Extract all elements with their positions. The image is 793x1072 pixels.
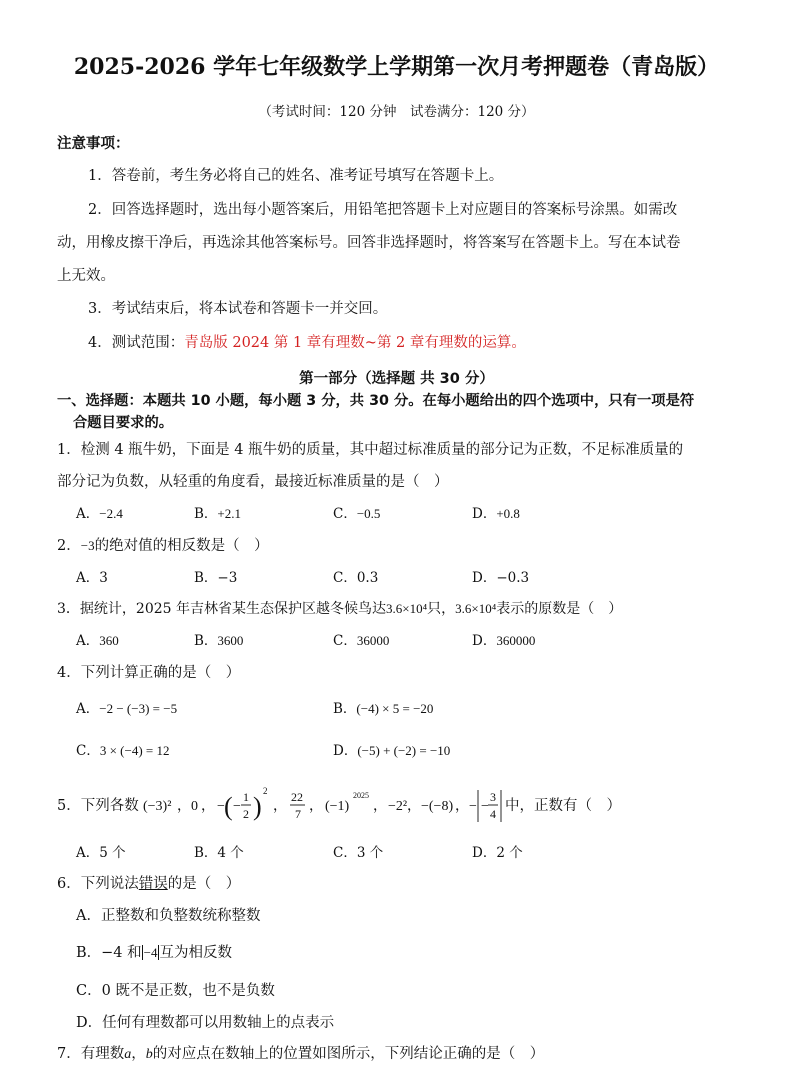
q5-option-d: D．2 个 (472, 845, 523, 861)
q4-option-c (76, 741, 170, 761)
q7-stem-prefix: 7．有理数 (57, 1046, 125, 1062)
q7-var-b: b (145, 1047, 153, 1062)
q1-option-d-value: +0.8 (496, 506, 520, 521)
q3-stem-suffix: 表示的原数是（ ） (496, 601, 623, 617)
q5-expr-8-denominator: 4 (490, 807, 496, 821)
section-1-instructions-line-1: 一、选择题：本题共 10 小题，每小题 3 分，共 30 分。在每小题给出的四个选项中，只有一项是符 (57, 393, 695, 409)
q3-number-2: 3.6×10⁴ (455, 601, 497, 616)
q7-sep: ， (131, 1046, 146, 1062)
q5-sep-1: ， (177, 799, 191, 814)
q5-expr-2: 0 (191, 799, 198, 814)
q7-stem (57, 1044, 544, 1065)
q3-option-a-value: 360 (99, 633, 119, 648)
q5-expr-3-minus: − (233, 799, 241, 814)
q5-sep-7: ， (455, 799, 469, 814)
q2-stem (57, 536, 269, 556)
q3-option-a (76, 631, 119, 651)
q1-option-c-value: −0.5 (356, 506, 381, 521)
q5-sep-4: ， (309, 799, 323, 814)
q4-option-a (76, 699, 177, 719)
notice-item-2-line-2: 动，用橡皮擦干净后，再选涂其他答案标号。回答非选择题时，将答案写在答题卡上。写在本试卷 (57, 235, 681, 251)
section-1-instructions-line-2: 合题目要求的。 (73, 415, 174, 431)
q2-option-b: B．−3 (194, 570, 238, 586)
q4-option-d (333, 741, 450, 761)
q5-expr-7: −(−8) (421, 799, 454, 814)
q1-stem-line-2: 部分记为负数，从轻重的角度看，最接近标准质量的是（ ） (57, 474, 449, 490)
q6-option-b-abs: −4 (143, 945, 158, 960)
q5-stem (55, 782, 695, 830)
q3-option-c (333, 631, 389, 651)
q4-option-c-label: C． (76, 743, 100, 759)
q5-sep-6: ， (407, 799, 421, 814)
notice-heading: 注意事项： (57, 136, 130, 152)
q5-option-b: B．4 个 (194, 845, 244, 861)
q5-expr-3-numerator: 1 (243, 790, 249, 804)
q1-option-c-label: C． (333, 506, 357, 522)
exam-title: 2025-2026 学年七年级数学上学期第一次月考押题卷（青岛版） (73, 54, 720, 80)
notice-item-2-line-1: 2．回答选择题时，选出每小题答案后，用铅笔把答题卡上对应题目的答案标号涂黑。如需改 (88, 202, 678, 218)
q2-stem-math: −3 (80, 538, 95, 553)
q1-option-a-label: A． (76, 506, 100, 522)
q5-expr-5: (−1) (325, 799, 350, 814)
q5-expr-3-exponent: 2 (263, 786, 268, 796)
q5-expr-6: −2² (388, 799, 408, 814)
q5-expr-3-denominator: 2 (243, 807, 249, 821)
q6-option-a: A．正整数和负整数统称整数 (76, 908, 261, 924)
q7-var-a: a (124, 1047, 132, 1062)
q5-expr-3-rparen: ) (253, 792, 262, 821)
q4-option-a-label: A． (76, 701, 100, 717)
q6-stem-suffix: 的是（ ） (167, 876, 241, 892)
q6-option-c: C．0 既不是正数，也不是负数 (76, 983, 275, 999)
q5-option-c: C．3 个 (333, 845, 384, 861)
q2-option-d: D．−0.3 (472, 570, 530, 586)
q3-option-d-label: D． (472, 633, 497, 649)
q2-stem-suffix: 的绝对值的相反数是（ ） (94, 538, 269, 554)
q3-stem-mid: 只， (427, 601, 456, 617)
q4-option-b-label: B． (333, 701, 357, 717)
q4-stem: 4．下列计算正确的是（ ） (57, 665, 241, 681)
q5-expr-4-denominator: 7 (295, 807, 301, 821)
q5-expr-1: (−3)² (143, 799, 172, 814)
q1-option-b-label: B． (194, 506, 218, 522)
q6-option-b-suffix: 互为相反数 (159, 945, 232, 961)
q4-option-c-value: 3 × (−4) = 12 (99, 743, 170, 758)
q3-option-b-value: 3600 (217, 633, 244, 648)
notice-item-2-line-3: 上无效。 (57, 268, 115, 284)
notice-item-3: 3．考试结束后，将本试卷和答题卡一并交回。 (88, 301, 388, 317)
q5-expr-8-numerator: 3 (490, 790, 496, 804)
q5-prefix: 5．下列各数 (57, 798, 139, 814)
q1-option-c (333, 504, 380, 524)
q5-sep-5: ， (373, 799, 387, 814)
q3-option-c-value: 36000 (356, 633, 390, 648)
q5-suffix: 中，正数有（ ） (505, 798, 621, 814)
q4-option-b-value: (−4) × 5 = −20 (356, 701, 434, 716)
q6-stem-underlined: 错误 (138, 876, 168, 892)
q3-option-a-label: A． (76, 633, 100, 649)
q1-option-b-value: +2.1 (217, 506, 242, 521)
q4-option-a-value: −2 − (−3) = −5 (99, 701, 178, 716)
q1-option-a (76, 504, 123, 524)
q3-option-b (194, 631, 243, 651)
notice-item-4-prefix: 4．测试范围： (88, 335, 185, 351)
q3-stem (57, 599, 622, 619)
q1-option-d-label: D． (472, 506, 497, 522)
q2-stem-prefix: 2． (57, 538, 81, 554)
q1-option-d (472, 504, 520, 524)
q4-option-b (333, 699, 433, 719)
q3-option-c-label: C． (333, 633, 357, 649)
notice-item-4 (88, 333, 526, 353)
q6-option-b (76, 943, 232, 963)
q1-option-b (194, 504, 241, 524)
test-range: 青岛版 2024 第 1 章有理数~第 2 章有理数的运算。 (184, 335, 526, 351)
q1-option-a-value: −2.4 (99, 506, 123, 521)
q3-option-d-value: 360000 (496, 633, 536, 648)
q6-option-b-prefix: B．−4 和 (76, 945, 142, 961)
q2-option-a: A．3 (76, 570, 108, 586)
q6-stem (57, 874, 240, 894)
q3-stem-prefix: 3．据统计，2025 年吉林省某生态保护区越冬候鸟达 (57, 601, 386, 617)
q5-sep-2: ， (201, 799, 215, 814)
q5-expr-8-sign: − (469, 799, 477, 814)
q6-stem-prefix: 6．下列说法 (57, 876, 139, 892)
notice-item-1: 1．答卷前，考生务必将自己的姓名、准考证号填写在答题卡上。 (88, 168, 504, 184)
q2-option-c: C．0.3 (333, 570, 379, 586)
q1-stem-line-1: 1．检测 4 瓶牛奶，下面是 4 瓶牛奶的质量，其中超过标准质量的部分记为正数，不足标准质量的 (57, 442, 684, 458)
q5-expr-3-sign: − (217, 799, 225, 814)
q3-option-d (472, 631, 535, 651)
q3-option-b-label: B． (194, 633, 218, 649)
q5-expr-8-minus: − (481, 799, 489, 814)
q5-expr-3-lparen: ( (224, 792, 233, 821)
exam-subtitle: （考试时间：120 分钟 试卷满分：120 分） (258, 104, 535, 120)
q7-stem-suffix: 的对应点在数轴上的位置如图所示，下列结论正确的是（ ） (152, 1046, 545, 1062)
q5-expr-4-numerator: 22 (291, 790, 303, 804)
q3-number-1: 3.6×10⁴ (386, 601, 428, 616)
q4-option-d-label: D． (333, 743, 358, 759)
q4-option-d-value: (−5) + (−2) = −10 (357, 743, 451, 758)
q5-expr-5-exponent: 2025 (353, 791, 369, 800)
q5-sep-3: ， (273, 799, 287, 814)
part-1-title: 第一部分（选择题 共 30 分） (299, 371, 494, 387)
q5-option-a: A．5 个 (76, 845, 126, 861)
q6-option-d: D．任何有理数都可以用数轴上的点表示 (76, 1015, 335, 1031)
